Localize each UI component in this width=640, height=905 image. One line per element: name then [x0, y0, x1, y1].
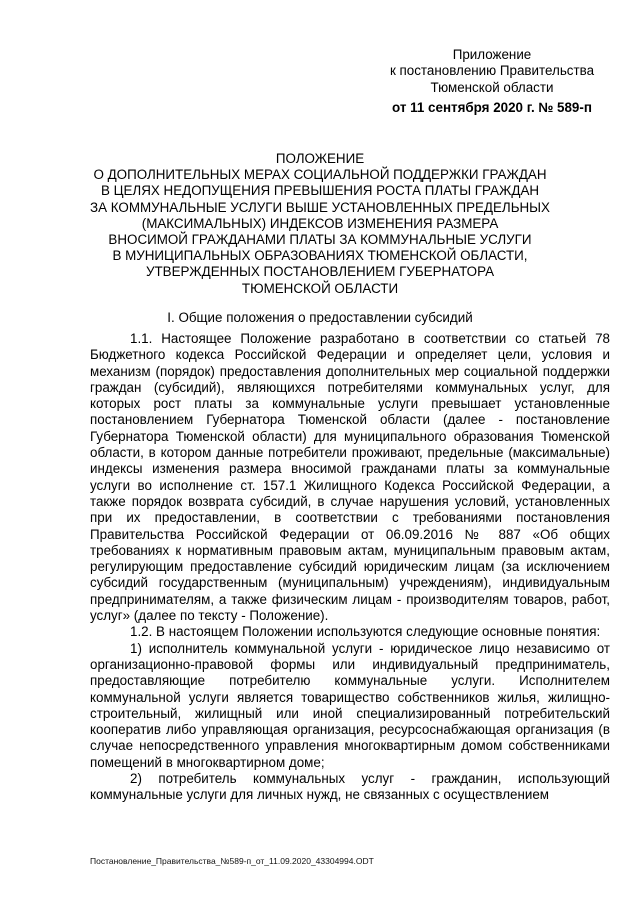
annex-title: Приложение	[452, 47, 532, 62]
title-line: ТЮМЕНСКОЙ ОБЛАСТИ	[241, 280, 399, 296]
title-line: (МАКСИМАЛЬНЫХ) ИНДЕКСОВ ИЗМЕНЕНИЯ РАЗМЕРА	[141, 215, 499, 231]
title-line: ЗА КОММУНАЛЬНЫЕ УСЛУГИ ВЫШЕ УСТАНОВЛЕННЫХ ПРЕДЕЛЬНЫХ	[90, 199, 550, 215]
annex-reference: к постановлению Правительства	[389, 63, 595, 79]
title-line: ВНОСИМОЙ ГРАЖДАНАМИ ПЛАТЫ ЗА КОММУНАЛЬНЫЕ УСЛУГИ	[108, 232, 532, 248]
title-line: ПОЛОЖЕНИЕ	[275, 151, 365, 166]
document-footer: Постановление_Правительства_№589-п_от_11.09.2020_43304994.ODT	[90, 856, 374, 866]
title-line: УТВЕРЖДЕННЫХ ПОСТАНОВЛЕНИЕМ ГУБЕРНАТОРА	[145, 264, 495, 280]
section-heading: I. Общие положения о предоставлении субсидий	[167, 310, 473, 325]
annex-date-number: от 11 сентября 2020 г. № 589-п	[392, 99, 592, 115]
annex-block	[372, 47, 612, 116]
document-body	[90, 331, 610, 804]
annex-region: Тюменской области	[430, 79, 554, 95]
title-line: В МУНИЦИПАЛЬНЫХ ОБРАЗОВАНИЯХ ТЮМЕНСКОЙ ОБЛАСТИ,	[112, 248, 528, 264]
paragraph: 1.1. Настоящее Положение разработано в соответствии со статьей 78 Бюджетного кодекса Российской Федерации и определяет цели, условия и механизм (порядок) предоставления дополнительных мер социальной поддержки граждан (субсидий), являющихся потребителями коммунальных услуг, для которых рост платы за коммунальные услуги превышает установленные постановлением Губернатора Тюменской области (далее - постановление Губернатора Тюменской области) для муниципального образования Тюменской области, в котором данные потребители проживают, предельные (максимальные) индексы изменения размера вносимой гражданами платы за коммунальные услуги во исполнение ст. 157.1 Жилищного Кодекса Российской Федерации, а также порядок возврата субсидий, в случае нарушения условий, установленных при их предоставлении, в соответствии с требованиями постановления Правительства Российской Федерации от 06.09.2016 № 887 «Об общих требованиях к нормативным правовым актам, муниципальным правовым актам, регулирующим предоставление субсидий юридическим лицам (за исключением субсидий государственным (муниципальным) учреждениям), индивидуальным предпринимателям, а также физическим лицам - производителям товаров, работ, услуг» (далее по тексту - Положение).	[90, 331, 610, 624]
document-title	[90, 151, 550, 297]
paragraph: 1.2. В настоящем Положении используются следующие основные понятия:	[130, 624, 601, 640]
paragraph: 2) потребитель коммунальных услуг - гражданин, использующий коммунальные услуги для личных нужд, не связанных с осуществлением	[90, 771, 610, 803]
title-line: О ДОПОЛНИТЕЛЬНЫХ МЕРАХ СОЦИАЛЬНОЙ ПОДДЕРЖКИ ГРАЖДАН	[93, 167, 547, 183]
title-line: В ЦЕЛЯХ НЕДОПУЩЕНИЯ ПРЕВЫШЕНИЯ РОСТА ПЛАТЫ ГРАЖДАН	[100, 183, 540, 199]
paragraph: 1) исполнитель коммунальной услуги - юридическое лицо независимо от организационно-правовой формы или индивидуальный предприниматель, предоставляющие потребителю коммунальные услуги. Исполнителем коммунальной услуги является товарищество собственников жилья, жилищно-строительный, жилищный или иной специализированный потребительский кооператив либо управляющая организация, ресурсоснабжающая организация (в случае непосредственного управления многоквартирным домом собственниками помещений в многоквартирном доме;	[90, 640, 610, 770]
